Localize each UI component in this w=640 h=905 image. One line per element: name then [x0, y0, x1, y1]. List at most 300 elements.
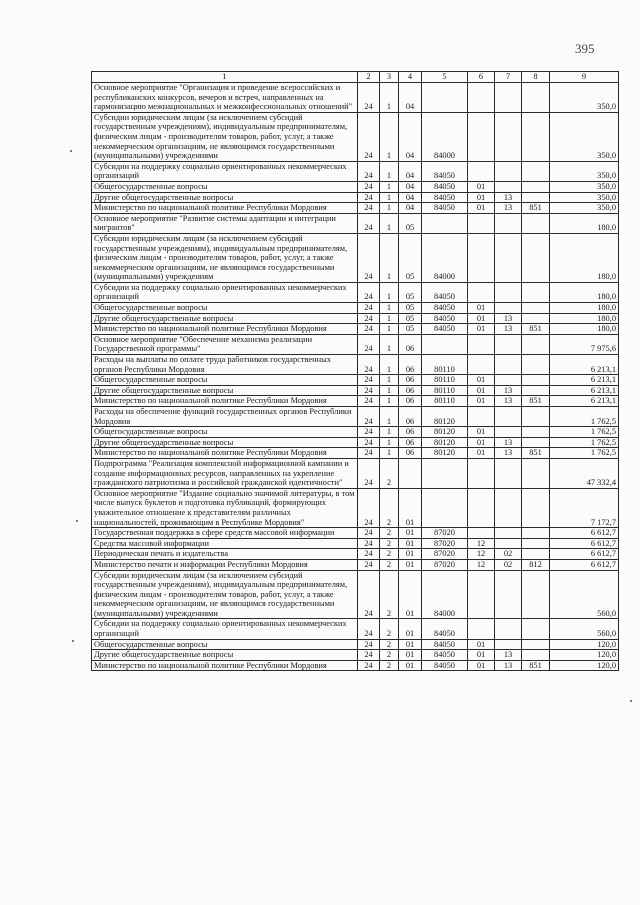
table-row: [92, 303, 619, 314]
row-amount: 6 612,7: [550, 559, 619, 570]
cell-code: 1: [380, 396, 399, 407]
row-amount: 47 332,4: [550, 458, 619, 488]
cell-code: 01: [399, 619, 422, 639]
cell-code: [468, 458, 495, 488]
cell-code: 01: [468, 639, 495, 650]
cell-code: 1: [380, 192, 399, 203]
row-name: Субсидии на поддержку социально ориентированных некоммерческих организаций: [92, 161, 358, 181]
cell-code: [522, 161, 550, 181]
row-amount: 6 612,7: [550, 528, 619, 539]
row-name: Другие общегосударственные вопросы: [92, 313, 358, 324]
row-amount: 120,0: [550, 660, 619, 671]
row-amount: 1 762,5: [550, 437, 619, 448]
table-row: [92, 83, 619, 113]
cell-code: 12: [468, 549, 495, 560]
row-name: Основное мероприятие "Развитие системы адаптации и интеграции мигрантов": [92, 213, 358, 233]
cell-code: 24: [358, 488, 380, 527]
cell-code: 24: [358, 324, 380, 335]
cell-code: 24: [358, 161, 380, 181]
cell-code: [522, 233, 550, 282]
cell-code: 06: [399, 385, 422, 396]
cell-code: 01: [399, 639, 422, 650]
cell-code: 24: [358, 427, 380, 438]
cell-code: 01: [399, 570, 422, 619]
scan-speck: [70, 150, 72, 152]
cell-code: 24: [358, 112, 380, 161]
cell-code: 84050: [422, 203, 468, 214]
cell-code: 04: [399, 192, 422, 203]
row-name: Основное мероприятие "Обеспечение механизма реализации Государственной программы": [92, 334, 358, 354]
table-row: [92, 385, 619, 396]
cell-code: [399, 458, 422, 488]
cell-code: 80110: [422, 396, 468, 407]
cell-code: 1: [380, 313, 399, 324]
cell-code: [495, 639, 522, 650]
cell-code: 1: [380, 334, 399, 354]
cell-code: [422, 334, 468, 354]
table-row: [92, 161, 619, 181]
cell-code: [495, 570, 522, 619]
row-name: Средства массовой информации: [92, 538, 358, 549]
cell-code: 2: [380, 570, 399, 619]
cell-code: [522, 458, 550, 488]
cell-code: [495, 619, 522, 639]
column-header: 7: [495, 72, 522, 83]
column-header: 9: [550, 72, 619, 83]
row-amount: 350,0: [550, 83, 619, 113]
cell-code: 1: [380, 437, 399, 448]
row-name: Общегосударственные вопросы: [92, 639, 358, 650]
cell-code: 06: [399, 396, 422, 407]
table-row: [92, 437, 619, 448]
cell-code: 24: [358, 437, 380, 448]
cell-code: 24: [358, 282, 380, 302]
cell-code: 01: [468, 385, 495, 396]
cell-code: [522, 313, 550, 324]
row-amount: 180,0: [550, 213, 619, 233]
cell-code: 84050: [422, 619, 468, 639]
column-header: 3: [380, 72, 399, 83]
table-row: [92, 528, 619, 539]
cell-code: [522, 639, 550, 650]
row-amount: 350,0: [550, 181, 619, 192]
cell-code: 06: [399, 334, 422, 354]
cell-code: 24: [358, 396, 380, 407]
budget-table: [91, 71, 619, 671]
row-name: Расходы на выплаты по оплате труда работников государственных органов Республики Мордовия: [92, 355, 358, 375]
table-row: [92, 407, 619, 427]
cell-code: 2: [380, 559, 399, 570]
table-row: [92, 324, 619, 335]
cell-code: 80110: [422, 375, 468, 386]
cell-code: 84050: [422, 181, 468, 192]
cell-code: 05: [399, 303, 422, 314]
table-row: [92, 233, 619, 282]
cell-code: 87020: [422, 549, 468, 560]
cell-code: 01: [468, 427, 495, 438]
cell-code: [495, 181, 522, 192]
cell-code: 01: [468, 303, 495, 314]
cell-code: 1: [380, 181, 399, 192]
cell-code: 812: [522, 559, 550, 570]
cell-code: [522, 213, 550, 233]
row-amount: 6 213,1: [550, 385, 619, 396]
cell-code: 01: [468, 650, 495, 661]
cell-code: 87020: [422, 528, 468, 539]
cell-code: 1: [380, 324, 399, 335]
cell-code: 84050: [422, 303, 468, 314]
column-header: 6: [468, 72, 495, 83]
row-name: Субсидии на поддержку социально ориентированных некоммерческих организаций: [92, 619, 358, 639]
cell-code: 851: [522, 660, 550, 671]
cell-code: 05: [399, 282, 422, 302]
row-amount: 6 612,7: [550, 538, 619, 549]
cell-code: [495, 233, 522, 282]
cell-code: 2: [380, 660, 399, 671]
cell-code: 851: [522, 448, 550, 459]
row-amount: 7 172,7: [550, 488, 619, 527]
scan-speck: [630, 700, 632, 702]
cell-code: 1: [380, 303, 399, 314]
cell-code: 24: [358, 448, 380, 459]
row-name: Другие общегосударственные вопросы: [92, 192, 358, 203]
cell-code: 24: [358, 528, 380, 539]
cell-code: [495, 83, 522, 113]
row-name: Подпрограмма "Реализация комплексной информационной кампании и создание информационных ресурсов, направленных на укрепление гражданского патриотизма и российской гражданской идентичности": [92, 458, 358, 488]
cell-code: 2: [380, 650, 399, 661]
table-row: [92, 203, 619, 214]
row-name: Министерство по национальной политике Республики Мордовия: [92, 660, 358, 671]
cell-code: [495, 427, 522, 438]
cell-code: [522, 427, 550, 438]
table-row: [92, 396, 619, 407]
cell-code: 1: [380, 83, 399, 113]
cell-code: 1: [380, 161, 399, 181]
table-row: [92, 192, 619, 203]
cell-code: [522, 407, 550, 427]
cell-code: [522, 375, 550, 386]
cell-code: 05: [399, 213, 422, 233]
row-name: Другие общегосударственные вопросы: [92, 385, 358, 396]
cell-code: 1: [380, 355, 399, 375]
cell-code: 24: [358, 385, 380, 396]
cell-code: 80120: [422, 427, 468, 438]
cell-code: [522, 181, 550, 192]
row-amount: 120,0: [550, 650, 619, 661]
cell-code: 2: [380, 458, 399, 488]
cell-code: 01: [399, 528, 422, 539]
cell-code: 84000: [422, 112, 468, 161]
table-row: [92, 112, 619, 161]
cell-code: 01: [468, 448, 495, 459]
cell-code: 84000: [422, 233, 468, 282]
row-name: Другие общегосударственные вопросы: [92, 437, 358, 448]
column-header: 4: [399, 72, 422, 83]
cell-code: 04: [399, 203, 422, 214]
row-name: Субсидии юридическим лицам (за исключением субсидий государственным учреждениям), индивидуальным предпринимателям, физическим лицам - производителям товаров, работ, услуг, а также некоммерческим организациям, не являющимся государственными (муниципальными) учреждениями: [92, 112, 358, 161]
cell-code: 84050: [422, 639, 468, 650]
table-row: [92, 427, 619, 438]
cell-code: 2: [380, 549, 399, 560]
cell-code: 24: [358, 355, 380, 375]
cell-code: 01: [468, 313, 495, 324]
row-amount: 560,0: [550, 570, 619, 619]
row-amount: 180,0: [550, 233, 619, 282]
cell-code: 80110: [422, 355, 468, 375]
cell-code: 84050: [422, 282, 468, 302]
row-amount: 180,0: [550, 303, 619, 314]
cell-code: 24: [358, 407, 380, 427]
cell-code: [468, 570, 495, 619]
table-row: [92, 619, 619, 639]
row-amount: 350,0: [550, 192, 619, 203]
row-amount: 560,0: [550, 619, 619, 639]
cell-code: 13: [495, 203, 522, 214]
cell-code: [522, 650, 550, 661]
cell-code: [468, 528, 495, 539]
table-row: [92, 559, 619, 570]
cell-code: 24: [358, 313, 380, 324]
cell-code: [468, 619, 495, 639]
cell-code: 13: [495, 313, 522, 324]
cell-code: 2: [380, 528, 399, 539]
cell-code: 80120: [422, 437, 468, 448]
cell-code: [495, 528, 522, 539]
row-amount: 1 762,5: [550, 407, 619, 427]
cell-code: [468, 488, 495, 527]
row-name: Субсидии на поддержку социально ориентированных некоммерческих организаций: [92, 282, 358, 302]
cell-code: [495, 458, 522, 488]
row-name: Министерство по национальной политике Республики Мордовия: [92, 324, 358, 335]
row-amount: 6 213,1: [550, 396, 619, 407]
cell-code: 1: [380, 282, 399, 302]
cell-code: [522, 570, 550, 619]
cell-code: [422, 458, 468, 488]
row-name: Министерство по национальной политике Республики Мордовия: [92, 396, 358, 407]
cell-code: [468, 334, 495, 354]
row-amount: 350,0: [550, 203, 619, 214]
cell-code: 24: [358, 213, 380, 233]
cell-code: [468, 83, 495, 113]
cell-code: 24: [358, 303, 380, 314]
cell-code: 13: [495, 396, 522, 407]
cell-code: [422, 213, 468, 233]
cell-code: [495, 375, 522, 386]
table-row: [92, 375, 619, 386]
cell-code: 04: [399, 181, 422, 192]
cell-code: 13: [495, 192, 522, 203]
cell-code: 24: [358, 639, 380, 650]
cell-code: [522, 303, 550, 314]
cell-code: 80120: [422, 407, 468, 427]
cell-code: [522, 437, 550, 448]
cell-code: 01: [468, 660, 495, 671]
cell-code: 01: [468, 396, 495, 407]
cell-code: 24: [358, 203, 380, 214]
cell-code: 87020: [422, 559, 468, 570]
cell-code: 01: [399, 549, 422, 560]
table-body: [92, 83, 619, 671]
cell-code: 2: [380, 619, 399, 639]
cell-code: 1: [380, 427, 399, 438]
scan-speck: [72, 640, 74, 642]
cell-code: [522, 83, 550, 113]
cell-code: [522, 538, 550, 549]
row-amount: 180,0: [550, 282, 619, 302]
column-header: 5: [422, 72, 468, 83]
row-name: Периодическая печать и издательства: [92, 549, 358, 560]
cell-code: 12: [468, 559, 495, 570]
cell-code: 04: [399, 161, 422, 181]
cell-code: 84000: [422, 570, 468, 619]
row-amount: 1 762,5: [550, 427, 619, 438]
cell-code: 01: [468, 375, 495, 386]
cell-code: 24: [358, 619, 380, 639]
cell-code: [495, 407, 522, 427]
cell-code: [468, 161, 495, 181]
table-row: [92, 650, 619, 661]
cell-code: 01: [399, 538, 422, 549]
cell-code: 13: [495, 650, 522, 661]
row-name: Общегосударственные вопросы: [92, 427, 358, 438]
cell-code: 84050: [422, 192, 468, 203]
cell-code: [468, 355, 495, 375]
row-name: Общегосударственные вопросы: [92, 303, 358, 314]
cell-code: 05: [399, 233, 422, 282]
cell-code: [495, 161, 522, 181]
cell-code: 24: [358, 192, 380, 203]
table-row: [92, 639, 619, 650]
column-header: 8: [522, 72, 550, 83]
cell-code: 13: [495, 660, 522, 671]
cell-code: 24: [358, 334, 380, 354]
table-row: [92, 334, 619, 354]
row-amount: 1 762,5: [550, 448, 619, 459]
cell-code: 01: [468, 203, 495, 214]
row-name: Основное мероприятие "Издание социально значимой литературы, в том числе выпуск буклетов и подготовка публикаций, формирующих уважительное отношение к представителям различных национальностей, проживающим в Республике Мордовия": [92, 488, 358, 527]
cell-code: 01: [468, 192, 495, 203]
cell-code: 01: [399, 559, 422, 570]
row-amount: 7 975,6: [550, 334, 619, 354]
cell-code: 1: [380, 213, 399, 233]
cell-code: [522, 282, 550, 302]
cell-code: 851: [522, 324, 550, 335]
cell-code: [495, 282, 522, 302]
row-name: Министерство по национальной политике Республики Мордовия: [92, 448, 358, 459]
cell-code: 84050: [422, 313, 468, 324]
cell-code: [422, 83, 468, 113]
table-row: [92, 181, 619, 192]
column-header: 1: [92, 72, 358, 83]
cell-code: 2: [380, 488, 399, 527]
cell-code: 04: [399, 83, 422, 113]
table-row: [92, 448, 619, 459]
cell-code: 24: [358, 660, 380, 671]
cell-code: 1: [380, 407, 399, 427]
table-row: [92, 355, 619, 375]
cell-code: 2: [380, 639, 399, 650]
row-name: Общегосударственные вопросы: [92, 181, 358, 192]
cell-code: 84050: [422, 650, 468, 661]
table-row: [92, 488, 619, 527]
table-row: [92, 549, 619, 560]
cell-code: 04: [399, 112, 422, 161]
row-name: Министерство печати и информации Республики Мордовия: [92, 559, 358, 570]
cell-code: 13: [495, 385, 522, 396]
column-header: 2: [358, 72, 380, 83]
cell-code: 1: [380, 203, 399, 214]
page-number: 395: [575, 41, 595, 56]
scan-speck: [76, 520, 78, 522]
row-name: Министерство по национальной политике Республики Мордовия: [92, 203, 358, 214]
cell-code: [495, 355, 522, 375]
cell-code: [468, 233, 495, 282]
cell-code: 24: [358, 549, 380, 560]
cell-code: 1: [380, 448, 399, 459]
cell-code: 13: [495, 324, 522, 335]
cell-code: 06: [399, 407, 422, 427]
cell-code: [495, 538, 522, 549]
row-amount: 6 213,1: [550, 355, 619, 375]
cell-code: [495, 213, 522, 233]
cell-code: 01: [468, 181, 495, 192]
cell-code: [522, 385, 550, 396]
cell-code: [522, 192, 550, 203]
row-amount: 6 213,1: [550, 375, 619, 386]
cell-code: 24: [358, 83, 380, 113]
row-name: Субсидии юридическим лицам (за исключением субсидий государственным учреждениям), индивидуальным предпринимателям, физическим лицам - производителям товаров, работ, услуг, а также некоммерческим организациям, не являющимся государственными (муниципальными) учреждениям: [92, 233, 358, 282]
cell-code: 24: [358, 650, 380, 661]
row-name: Основное мероприятие "Организация и проведение всероссийских и республиканских конкурсов, вечеров и встреч, направленных на гармонизацию межнациональных и межконфессиональных отношений": [92, 83, 358, 113]
table-row: [92, 538, 619, 549]
cell-code: 24: [358, 181, 380, 192]
cell-code: 06: [399, 448, 422, 459]
cell-code: 06: [399, 427, 422, 438]
cell-code: [522, 619, 550, 639]
cell-code: 06: [399, 355, 422, 375]
cell-code: [522, 355, 550, 375]
cell-code: 851: [522, 203, 550, 214]
cell-code: 1: [380, 385, 399, 396]
cell-code: [495, 303, 522, 314]
row-amount: 180,0: [550, 324, 619, 335]
table-row: [92, 570, 619, 619]
cell-code: 851: [522, 396, 550, 407]
cell-code: [522, 549, 550, 560]
cell-code: 05: [399, 313, 422, 324]
cell-code: [522, 528, 550, 539]
cell-code: 1: [380, 112, 399, 161]
cell-code: 87020: [422, 538, 468, 549]
table-row: [92, 313, 619, 324]
cell-code: [495, 112, 522, 161]
row-amount: 180,0: [550, 313, 619, 324]
row-amount: 350,0: [550, 112, 619, 161]
cell-code: 12: [468, 538, 495, 549]
cell-code: 06: [399, 437, 422, 448]
row-name: Общегосударственные вопросы: [92, 375, 358, 386]
cell-code: 01: [468, 437, 495, 448]
row-name: Другие общегосударственные вопросы: [92, 650, 358, 661]
cell-code: [468, 112, 495, 161]
cell-code: 02: [495, 549, 522, 560]
cell-code: 02: [495, 559, 522, 570]
cell-code: 84050: [422, 161, 468, 181]
cell-code: 13: [495, 448, 522, 459]
cell-code: [522, 334, 550, 354]
cell-code: 1: [380, 375, 399, 386]
column-number-row: [92, 72, 619, 83]
